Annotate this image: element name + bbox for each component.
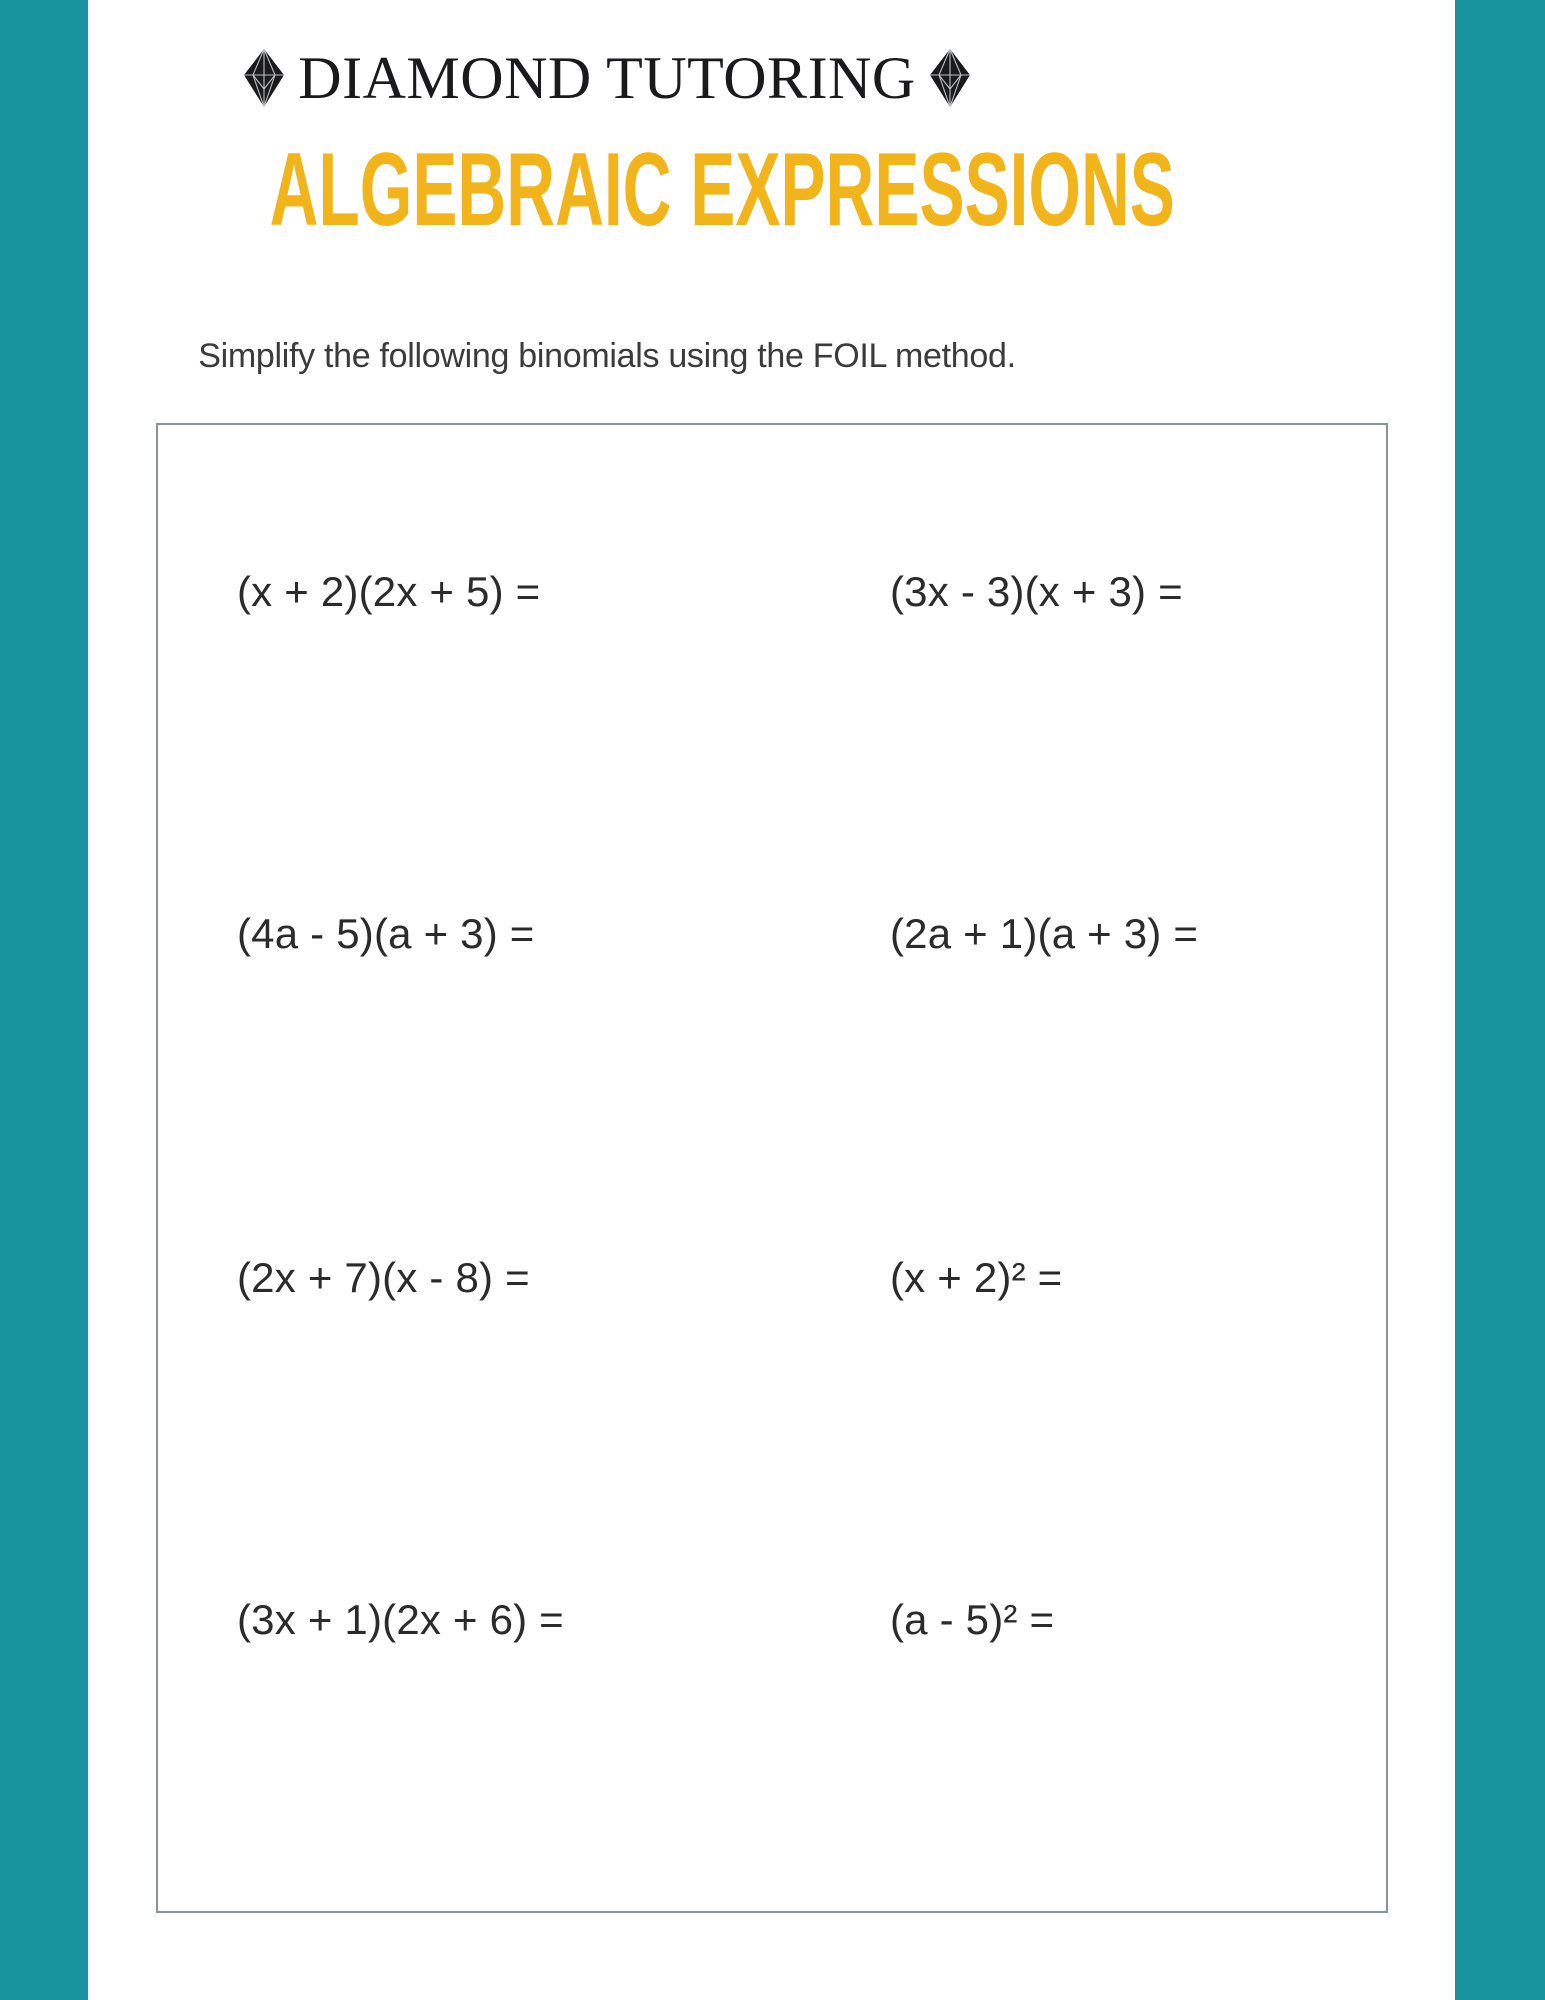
problem-expression: (a - 5)² = bbox=[890, 1596, 1055, 1643]
diamond-icon bbox=[244, 49, 284, 107]
problems-box bbox=[156, 423, 1388, 1913]
problem-expression: (3x + 1)(2x + 6) = bbox=[237, 1596, 564, 1643]
instructions-text: Simplify the following binomials using the FOIL method. bbox=[198, 337, 1016, 375]
problem-expression: (4a - 5)(a + 3) = bbox=[237, 910, 535, 957]
problem-expression: (2a + 1)(a + 3) = bbox=[890, 910, 1199, 957]
problem-expression: (x + 2)² = bbox=[890, 1254, 1063, 1301]
worksheet-sheet bbox=[88, 0, 1455, 2000]
problem-expression: (x + 2)(2x + 5) = bbox=[237, 568, 541, 615]
page-title: ALGEBRAIC EXPRESSIONS bbox=[269, 132, 1175, 248]
brand-name: DIAMOND TUTORING bbox=[298, 45, 916, 111]
brand-row bbox=[88, 45, 1126, 111]
problem-expression: (2x + 7)(x - 8) = bbox=[237, 1254, 530, 1301]
problem-expression: (3x - 3)(x + 3) = bbox=[890, 568, 1183, 615]
diamond-icon bbox=[930, 49, 970, 107]
